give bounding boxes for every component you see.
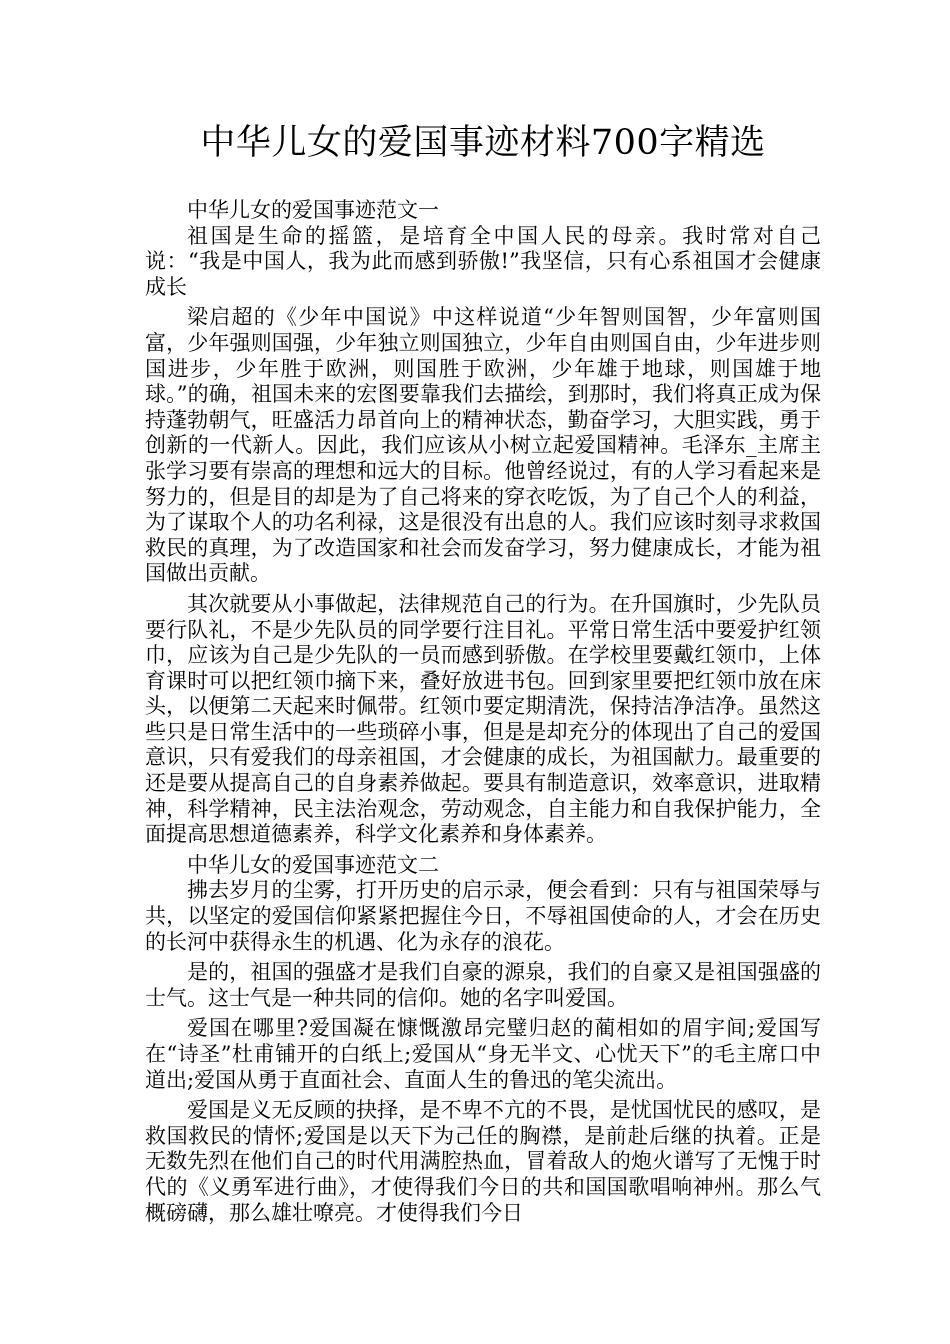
section-heading-2: 中华儿女的爱国事迹范文二 xyxy=(187,852,439,877)
paragraph-1-2: 梁启超的《少年中国说》中这样说道“少年智则国智，少年富则国富，少年强则国强，少年独立则国独立，少年自由则国自由，少年进步则国进步，少年胜于欧洲，则国胜于欧洲，少年雄于地球，则国雄于地球。”的确，祖国未来的宏图要靠我们去描绘，到那时，我们将真正成为保持蓬勃朝气，旺盛活力昂首向上的精神状态，勤奋学习，大胆实践，勇于创新的一代新人。因此，我们应该从小树立起爱国精神。毛泽东_主席主张学习要有崇高的理想和远大的目标。他曾经说过，有的人学习看起来是努力的，但是目的却是为了自己将来的穿衣吃饭，为了自己个人的利益，为了谋取个人的功名利禄，这是很没有出息的人。我们应该时刻寻求救国救民的真理，为了改造国家和社会而发奋学习，努力健康成长，才能为祖国做出贡献。 xyxy=(145,305,821,586)
document-page xyxy=(145,118,821,1226)
paragraph-2-4: 爱国是义无反顾的抉择，是不卑不亢的不畏，是忧国忧民的感叹，是救国救民的情怀;爱国是以天下为己任的胸襟，是前赴后继的执着。正是无数先烈在他们自己的时代用满腔热血，冒着敌人的炮火谱写了无愧于时代的《义勇军进行曲》，才使得我们今日的共和国国歌唱响神州。那么气概磅礴，那么雄壮嘹亮。才使得我们今日 xyxy=(145,1098,821,1225)
paragraph-1-3: 其次就要从小事做起，法律规范自己的行为。在升国旗时，少先队员要行队礼，不是少先队员的同学要行注目礼。平常日常生活中要爱护红领巾，应该为自己是少先队的一员而感到骄傲。在学校里要戴红领巾，上体育课时可以把红领巾摘下来，叠好放进书包。回到家里要把红领巾放在床头，以便第二天起来时佩带。红领巾要定期清洗，保持洁净洁净。虽然这些只是日常生活中的一些琐碎小事，但是是却充分的体现出了自己的爱国意识，只有爱我们的母亲祖国，才会健康的成长，为祖国献力。最重要的还是要从提高自己的自身素养做起。要具有制造意识，效率意识，进取精神，科学精神，民主法治观念，劳动观念，自主能力和自我保护能力，全面提高思想道德素养，科学文化素养和身体素养。 xyxy=(145,591,821,847)
paragraph-2-3: 爱国在哪里?爱国凝在慷慨激昂完璧归赵的蔺相如的眉宇间;爱国写在“诗圣”杜甫铺开的白纸上;爱国从“身无半文、心忧天下”的毛主席口中道出;爱国从勇于直面社会、直面人生的鲁迅的笔尖流出。 xyxy=(145,1016,821,1092)
paragraph-2-2: 是的，祖国的强盛才是我们自豪的源泉，我们的自豪又是祖国强盛的士气。这士气是一种共同的信仰。她的名字叫爱国。 xyxy=(145,960,821,1010)
document-title: 中华儿女的爱国事迹材料700字精选 xyxy=(200,123,766,163)
paragraph-1-1: 祖国是生命的摇篮，是培育全中国人民的母亲。我时常对自己说：“我是中国人，我为此而感到骄傲!”我坚信，只有心系祖国才会健康成长 xyxy=(145,223,821,299)
paragraph-2-1: 拂去岁月的尘雾，打开历史的启示录，便会看到：只有与祖国荣辱与共，以坚定的爱国信仰紧紧把握住今日，不辱祖国使命的人，才会在历史的长河中获得永生的机遇、化为永存的浪花。 xyxy=(145,878,821,954)
section-heading-1: 中华儿女的爱国事迹范文一 xyxy=(187,198,439,222)
